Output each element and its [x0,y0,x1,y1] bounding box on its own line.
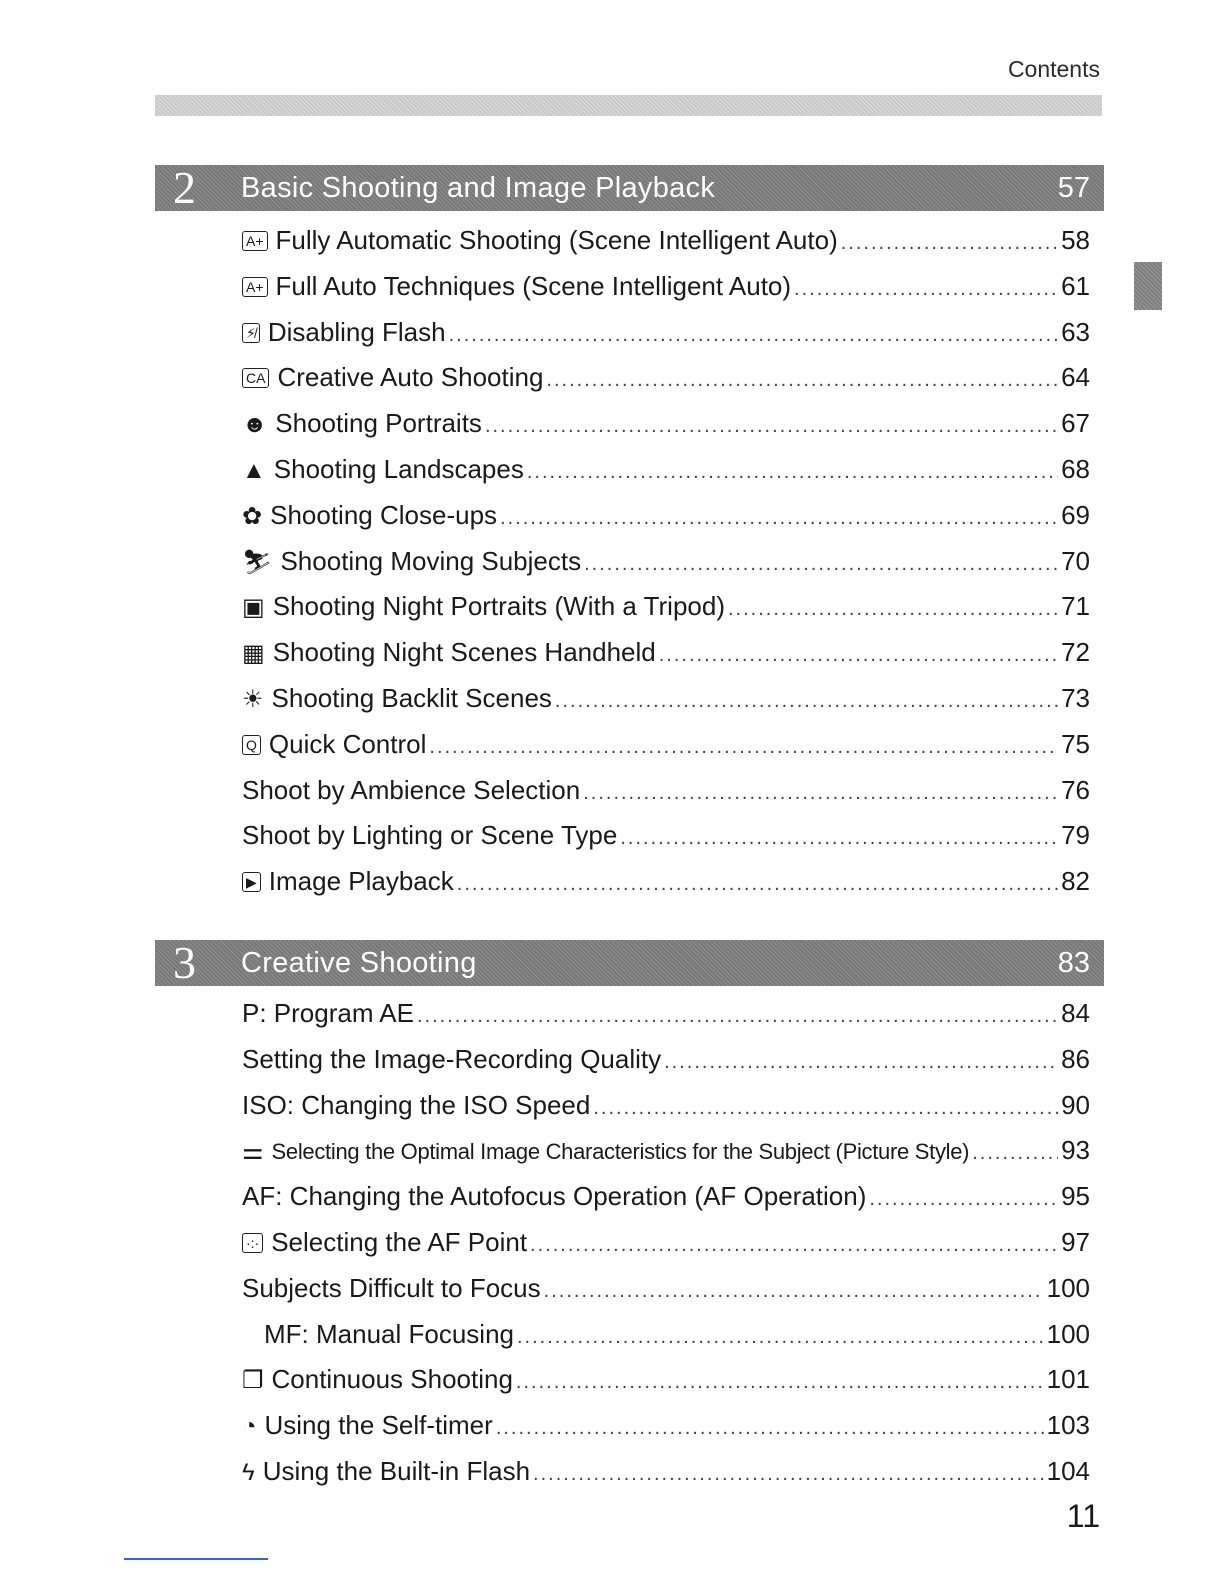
dot-leader [583,771,1058,817]
chapter-title: Basic Shooting and Image Playback [241,172,716,204]
dot-leader [659,633,1058,679]
mode-prefix: P [242,998,260,1028]
dot-leader [496,1406,1044,1452]
chapter-thumb-tab [1134,262,1162,310]
toc-entry-label: Fully Automatic Shooting (Scene Intelligent Auto) [275,225,838,255]
portrait-icon: ☻ [242,411,268,439]
toc-entry[interactable] [242,310,1090,356]
dot-leader [449,313,1058,359]
toc-entry-label: Subjects Difficult to Focus [242,1272,541,1303]
toc-entry[interactable] [242,630,1090,676]
toc-entry-page: 100 [1046,1318,1090,1349]
toc-entry[interactable] [242,1083,1090,1129]
toc-entry[interactable] [242,1128,1090,1174]
toc-entry-label: : Program AE [259,998,414,1028]
chapter-page-number: 83 [1057,947,1090,979]
toc-entry-label: Selecting the Optimal Image Characteristics for the Subject (Picture Style) [271,1139,970,1165]
dot-leader [728,587,1058,633]
chapter-page-number: 57 [1057,172,1090,204]
self-timer-icon: ◔ [242,1413,257,1441]
toc-entry-page: 76 [1061,774,1090,805]
toc-entry-page: 82 [1061,866,1090,897]
toc-entry[interactable] [242,813,1090,859]
toc-entry-label: Using the Self-timer [264,1410,493,1441]
toc-entry-label: Full Auto Techniques (Scene Intelligent Auto) [275,270,792,301]
flash-off-icon: ⚡̸ [242,323,260,343]
page-number: 11 [1066,1498,1100,1534]
dot-leader [620,816,1058,862]
night-portrait-icon: ▣ [242,594,265,622]
continuous-shooting-icon: ❐ [242,1367,264,1395]
toc-entry-page: 69 [1061,499,1090,530]
dot-leader [794,267,1058,313]
scene-intelligent-auto-icon: A+ [242,277,268,297]
toc-entry-label: MF: Manual Focusing [264,1318,514,1349]
dot-leader [546,358,1058,404]
dot-leader [530,1223,1058,1269]
toc-entry[interactable] [242,768,1090,814]
toc-entry-page: 63 [1061,316,1090,347]
toc-entry-page: 73 [1061,682,1090,713]
chapter-number: 2 [173,162,196,213]
dot-leader [417,994,1058,1040]
scene-intelligent-auto-icon: A+ [242,231,268,251]
toc-entry[interactable] [242,218,1090,264]
dot-leader [664,1040,1058,1086]
toc-entry-page: 86 [1061,1043,1090,1074]
toc-entry-page: 64 [1061,362,1090,393]
playback-icon: ▶ [242,872,261,892]
toc-entry-label: Using the Built-in Flash [262,1455,531,1486]
toc-entry-label: Disabling Flash [267,316,446,347]
toc-entry-page: 67 [1061,408,1090,439]
toc-entry[interactable] [242,722,1090,768]
toc-entry[interactable] [242,1403,1090,1449]
toc-entry[interactable] [242,584,1090,630]
toc-entry[interactable] [242,991,1090,1037]
toc-entry-label: Shooting Landscapes [273,453,524,484]
picture-style-icon: ⚌ [242,1138,264,1166]
toc-entry[interactable] [242,1220,1090,1266]
toc-entry-label: Shooting Backlit Scenes [271,682,552,713]
dot-leader [972,1131,1058,1177]
hdr-backlight-icon: ☀ [242,685,264,713]
dot-leader [841,221,1058,267]
dot-leader [593,1086,1058,1132]
toc-entry[interactable] [242,859,1090,905]
toc-entry-page: 95 [1061,1181,1090,1212]
dot-leader [869,1177,1058,1223]
toc-entry[interactable] [242,493,1090,539]
toc-entry-label: Shooting Close-ups [270,499,498,530]
toc-entry-page: 90 [1061,1089,1090,1120]
mode-prefix: AF [242,1181,276,1212]
toc-entry-page: 58 [1061,225,1090,255]
dot-leader [485,404,1058,450]
toc-entry-page: 93 [1061,1135,1090,1166]
dot-leader [584,542,1058,588]
toc-entry-page: 101 [1046,1364,1090,1395]
dot-leader [527,450,1058,496]
toc-entry-page: 68 [1061,453,1090,484]
close-up-icon: ✿ [242,502,263,530]
toc-entry-label: Continuous Shooting [271,1364,513,1395]
toc-entry-label: Quick Control [268,728,427,759]
toc-entry-page: 70 [1061,545,1090,576]
toc-entry-label: Shooting Night Scenes Handheld [272,637,656,668]
toc-entry[interactable] [242,1449,1090,1495]
mode-prefix: ISO [242,1089,287,1120]
toc-entry-page: 72 [1061,637,1090,668]
quick-control-icon: Q [242,735,261,755]
dot-leader [500,496,1058,542]
toc-entry[interactable] [242,447,1090,493]
toc-entry-page: 103 [1046,1410,1090,1441]
running-header-title: Contents [1007,56,1100,82]
chapter-2-entries [242,218,1090,905]
toc-entry-label: Shooting Night Portraits (With a Tripod) [272,591,725,622]
toc-entry[interactable] [242,401,1090,447]
dot-leader [516,1360,1044,1406]
toc-entry-label: : Changing the Autofocus Operation (AF Operation) [275,1181,867,1212]
footer-rule [124,1558,268,1560]
toc-entry[interactable] [242,676,1090,722]
toc-entry-page: 104 [1046,1455,1090,1486]
toc-entry-label: Shoot by Ambience Selection [242,774,581,805]
dot-leader [533,1452,1044,1498]
flash-icon: ϟ [242,1458,255,1486]
toc-entry-page: 75 [1061,728,1090,759]
toc-entry-page: 100 [1046,1272,1090,1303]
toc-entry-page: 84 [1061,998,1090,1028]
dot-leader [517,1315,1044,1361]
toc-entry-label: Selecting the AF Point [271,1226,528,1257]
toc-entry[interactable] [242,1357,1090,1403]
header-rule-bar [155,95,1102,116]
toc-entry-page: 71 [1061,591,1090,622]
toc-entry-label: Shooting Moving Subjects [280,545,582,576]
chapter-3-entries [242,991,1090,1495]
dot-leader [555,679,1058,725]
chapter-number: 3 [173,937,196,988]
toc-entry[interactable] [242,355,1090,401]
toc-entry-label: Setting the Image-Recording Quality [242,1043,662,1074]
creative-auto-icon: CA [242,368,269,388]
toc-entry[interactable] [242,264,1090,310]
toc-entry[interactable] [242,539,1090,585]
toc-entry[interactable] [242,1266,1090,1312]
toc-entry[interactable] [242,1312,1090,1358]
toc-entry-label: Shooting Portraits [275,408,482,439]
toc-entry-page: 79 [1061,820,1090,851]
chapter-title: Creative Shooting [241,947,477,979]
toc-entry-page: 97 [1061,1226,1090,1257]
chapter-2-banner [155,162,1104,213]
toc-entry-label: : Changing the ISO Speed [286,1089,591,1120]
toc-entry[interactable] [242,1174,1090,1220]
toc-entry-label: Creative Auto Shooting [277,362,544,393]
dot-leader [457,862,1058,908]
af-point-icon: ·:· [242,1233,263,1253]
toc-entry-label: Image Playback [268,866,454,897]
landscape-icon: ▲ [242,456,266,484]
toc-entry[interactable] [242,1037,1090,1083]
dot-leader [544,1269,1044,1315]
toc-entry-label: Shoot by Lighting or Scene Type [242,820,618,851]
sports-icon: ⛷ [242,548,273,576]
toc-entry-page: 61 [1061,270,1090,301]
handheld-night-scene-icon: ▦ [242,640,265,668]
dot-leader [429,725,1058,771]
chapter-3-banner [155,937,1104,988]
